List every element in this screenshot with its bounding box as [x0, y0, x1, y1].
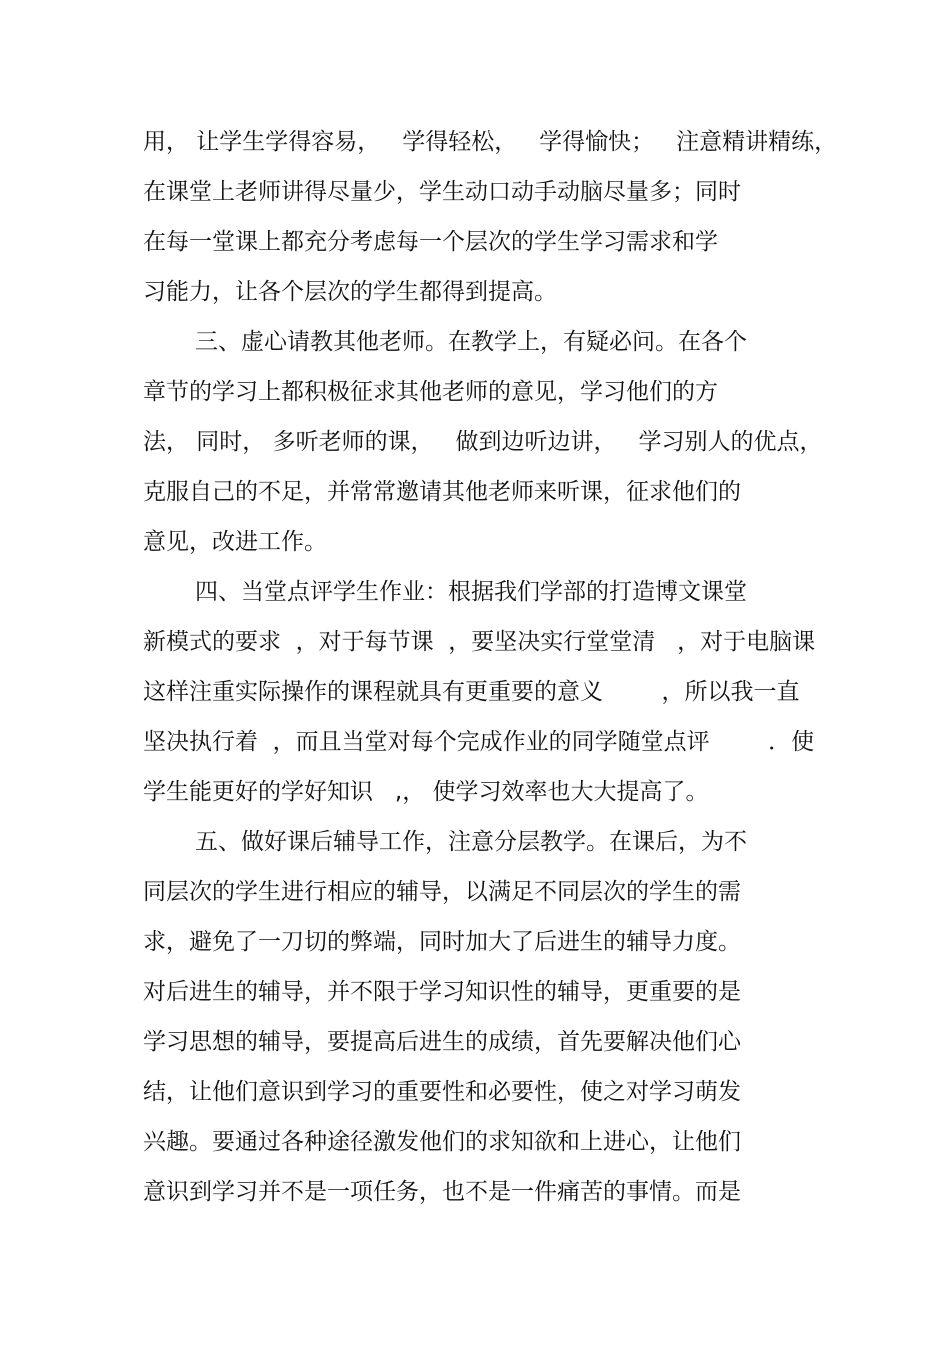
paragraph-start-line: 五、做好课后辅导工作，注意分层教学。在课后，为不	[195, 829, 747, 855]
text-line: 学生能更好的学好知识 ,， 使学习效率也大大提高了。	[143, 779, 709, 805]
text-line: 坚决执行着 ，而且当堂对每个完成作业的同学随堂点评 ．使	[143, 729, 815, 755]
text-line: 结，让他们意识到学习的重要性和必要性，使之对学习萌发	[143, 1079, 741, 1105]
text-line: 对后进生的辅导，并不限于学习知识性的辅导，更重要的是	[143, 979, 741, 1005]
text-line: 兴趣。要通过各种途径激发他们的求知欲和上进心，让他们	[143, 1129, 741, 1155]
text-line: 意见，改进工作。	[143, 529, 327, 555]
text-line: 克服自己的不足，并常常邀请其他老师来听课，征求他们的	[143, 479, 741, 505]
text-line: 意识到学习并不是一项任务，也不是一件痛苦的事情。而是	[143, 1179, 741, 1205]
text-line: 求，避免了一刀切的弊端，同时加大了后进生的辅导力度。	[143, 929, 741, 955]
text-line: 章节的学习上都积极征求其他老师的意见，学习他们的方	[143, 379, 718, 405]
text-line: 在每一堂课上都充分考虑每一个层次的学生学习需求和学	[143, 229, 718, 255]
text-line: 法， 同时， 多听老师的课， 做到边听边讲， 学习别人的优点，	[143, 429, 823, 455]
text-line: 学习思想的辅导，要提高后进生的成绩，首先要解决他们心	[143, 1029, 741, 1055]
text-line: 新模式的要求 ，对于每节课 ，要坚决实行堂堂清 ，对于电脑课	[143, 629, 816, 655]
text-line: 在课堂上老师讲得尽量少，学生动口动手动脑尽量多；同时	[143, 179, 741, 205]
text-line: 同层次的学生进行相应的辅导，以满足不同层次的学生的需	[143, 879, 741, 905]
text-line: 用， 让学生学得容易， 学得轻松， 学得愉快； 注意精讲精练，	[143, 129, 838, 155]
text-line: 这样注重实际操作的课程就具有更重要的意义 ，所以我一直	[143, 679, 800, 705]
paragraph-start-line: 四、当堂点评学生作业：根据我们学部的打造博文课堂	[195, 579, 747, 605]
paragraph-start-line: 三、虚心请教其他老师。在教学上，有疑必问。在各个	[195, 329, 747, 355]
text-line: 习能力，让各个层次的学生都得到提高。	[143, 279, 557, 305]
